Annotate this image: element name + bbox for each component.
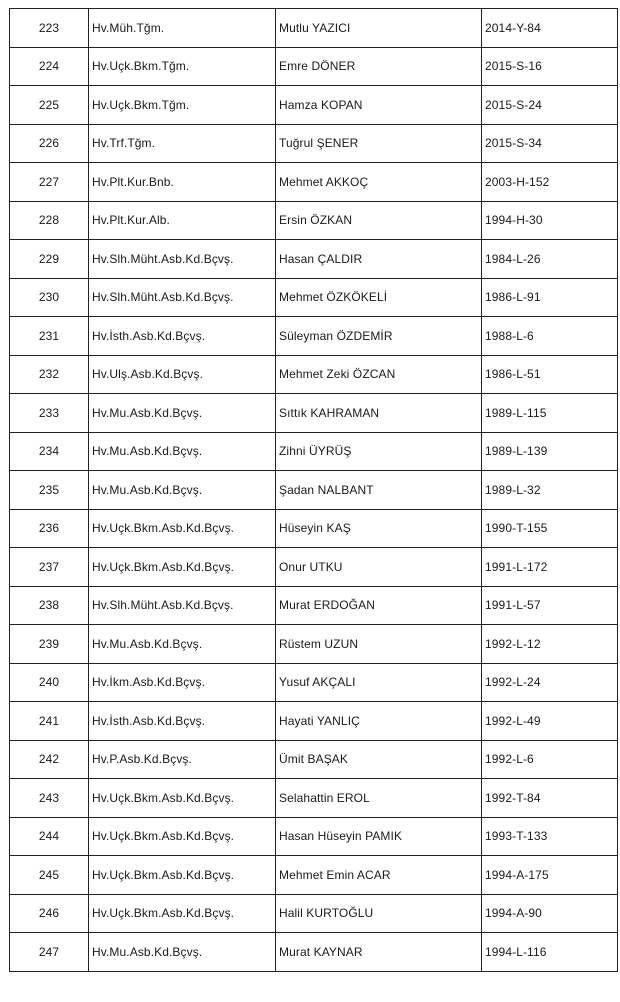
table-row — [10, 278, 618, 317]
row-number-cell: 224 — [10, 47, 89, 86]
registry-number-cell: 1989-L-139 — [482, 432, 618, 471]
rank-cell: Hv.Slh.Müht.Asb.Kd.Bçvş. — [89, 278, 276, 317]
personnel-table-body — [10, 9, 618, 972]
person-name-cell: Mutlu YAZICI — [276, 9, 482, 48]
document-page — [9, 8, 611, 972]
person-name-cell: Hasan Hüseyin PAMIK — [276, 817, 482, 856]
row-number-cell: 247 — [10, 933, 89, 972]
row-number-cell: 242 — [10, 740, 89, 779]
row-number-cell: 227 — [10, 163, 89, 202]
table-row — [10, 548, 618, 587]
registry-number-cell: 1992-L-24 — [482, 663, 618, 702]
rank-cell: Hv.Mu.Asb.Kd.Bçvş. — [89, 432, 276, 471]
registry-number-cell: 1986-L-51 — [482, 355, 618, 394]
registry-number-cell: 1992-T-84 — [482, 779, 618, 818]
table-row — [10, 702, 618, 741]
person-name-cell: Süleyman ÖZDEMİR — [276, 317, 482, 356]
table-row — [10, 86, 618, 125]
person-name-cell: Şadan NALBANT — [276, 471, 482, 510]
rank-cell: Hv.Uçk.Bkm.Asb.Kd.Bçvş. — [89, 894, 276, 933]
registry-number-cell: 1993-T-133 — [482, 817, 618, 856]
person-name-cell: Mehmet Zeki ÖZCAN — [276, 355, 482, 394]
table-row — [10, 856, 618, 895]
person-name-cell: Mehmet ÖZKÖKELİ — [276, 278, 482, 317]
table-row — [10, 817, 618, 856]
registry-number-cell: 2003-H-152 — [482, 163, 618, 202]
rank-cell: Hv.Plt.Kur.Bnb. — [89, 163, 276, 202]
rank-cell: Hv.P.Asb.Kd.Bçvş. — [89, 740, 276, 779]
row-number-cell: 240 — [10, 663, 89, 702]
row-number-cell: 239 — [10, 625, 89, 664]
table-row — [10, 471, 618, 510]
rank-cell: Hv.Uçk.Bkm.Asb.Kd.Bçvş. — [89, 856, 276, 895]
row-number-cell: 223 — [10, 9, 89, 48]
registry-number-cell: 1988-L-6 — [482, 317, 618, 356]
rank-cell: Hv.Ulş.Asb.Kd.Bçvş. — [89, 355, 276, 394]
registry-number-cell: 1992-L-12 — [482, 625, 618, 664]
row-number-cell: 244 — [10, 817, 89, 856]
row-number-cell: 235 — [10, 471, 89, 510]
person-name-cell: Selahattin EROL — [276, 779, 482, 818]
table-row — [10, 625, 618, 664]
row-number-cell: 238 — [10, 586, 89, 625]
table-row — [10, 240, 618, 279]
rank-cell: Hv.Mu.Asb.Kd.Bçvş. — [89, 394, 276, 433]
table-row — [10, 779, 618, 818]
row-number-cell: 234 — [10, 432, 89, 471]
person-name-cell: Hamza KOPAN — [276, 86, 482, 125]
person-name-cell: Hasan ÇALDIR — [276, 240, 482, 279]
registry-number-cell: 1990-T-155 — [482, 509, 618, 548]
rank-cell: Hv.Uçk.Bkm.Tğm. — [89, 86, 276, 125]
table-row — [10, 740, 618, 779]
table-row — [10, 201, 618, 240]
person-name-cell: Mehmet AKKOÇ — [276, 163, 482, 202]
table-row — [10, 355, 618, 394]
rank-cell: Hv.Trf.Tğm. — [89, 124, 276, 163]
person-name-cell: Zihni ÜYRÜŞ — [276, 432, 482, 471]
table-row — [10, 47, 618, 86]
registry-number-cell: 1994-L-116 — [482, 933, 618, 972]
rank-cell: Hv.İsth.Asb.Kd.Bçvş. — [89, 317, 276, 356]
rank-cell: Hv.Slh.Müht.Asb.Kd.Bçvş. — [89, 240, 276, 279]
person-name-cell: Halil KURTOĞLU — [276, 894, 482, 933]
row-number-cell: 237 — [10, 548, 89, 587]
table-row — [10, 586, 618, 625]
registry-number-cell: 1994-A-90 — [482, 894, 618, 933]
row-number-cell: 228 — [10, 201, 89, 240]
table-row — [10, 163, 618, 202]
person-name-cell: Ümit BAŞAK — [276, 740, 482, 779]
registry-number-cell: 1991-L-57 — [482, 586, 618, 625]
rank-cell: Hv.Plt.Kur.Alb. — [89, 201, 276, 240]
table-row — [10, 432, 618, 471]
registry-number-cell: 1989-L-115 — [482, 394, 618, 433]
table-row — [10, 317, 618, 356]
table-row — [10, 124, 618, 163]
rank-cell: Hv.İsth.Asb.Kd.Bçvş. — [89, 702, 276, 741]
person-name-cell: Yusuf AKÇALI — [276, 663, 482, 702]
person-name-cell: Tuğrul ŞENER — [276, 124, 482, 163]
table-row — [10, 394, 618, 433]
table-row — [10, 933, 618, 972]
row-number-cell: 232 — [10, 355, 89, 394]
registry-number-cell: 1984-L-26 — [482, 240, 618, 279]
table-row — [10, 894, 618, 933]
registry-number-cell: 1992-L-49 — [482, 702, 618, 741]
registry-number-cell: 2015-S-34 — [482, 124, 618, 163]
table-row — [10, 663, 618, 702]
rank-cell: Hv.Müh.Tğm. — [89, 9, 276, 48]
row-number-cell: 245 — [10, 856, 89, 895]
rank-cell: Hv.Uçk.Bkm.Asb.Kd.Bçvş. — [89, 509, 276, 548]
row-number-cell: 236 — [10, 509, 89, 548]
person-name-cell: Rüstem UZUN — [276, 625, 482, 664]
registry-number-cell: 1991-L-172 — [482, 548, 618, 587]
person-name-cell: Mehmet Emin ACAR — [276, 856, 482, 895]
registry-number-cell: 1992-L-6 — [482, 740, 618, 779]
rank-cell: Hv.İkm.Asb.Kd.Bçvş. — [89, 663, 276, 702]
person-name-cell: Emre DÖNER — [276, 47, 482, 86]
rank-cell: Hv.Uçk.Bkm.Asb.Kd.Bçvş. — [89, 817, 276, 856]
row-number-cell: 230 — [10, 278, 89, 317]
person-name-cell: Hüseyin KAŞ — [276, 509, 482, 548]
registry-number-cell: 2015-S-24 — [482, 86, 618, 125]
rank-cell: Hv.Mu.Asb.Kd.Bçvş. — [89, 471, 276, 510]
rank-cell: Hv.Mu.Asb.Kd.Bçvş. — [89, 625, 276, 664]
person-name-cell: Murat KAYNAR — [276, 933, 482, 972]
row-number-cell: 241 — [10, 702, 89, 741]
registry-number-cell: 1989-L-32 — [482, 471, 618, 510]
personnel-table — [9, 8, 618, 972]
registry-number-cell: 2014-Y-84 — [482, 9, 618, 48]
person-name-cell: Hayati YANLIÇ — [276, 702, 482, 741]
row-number-cell: 246 — [10, 894, 89, 933]
table-row — [10, 9, 618, 48]
row-number-cell: 243 — [10, 779, 89, 818]
row-number-cell: 229 — [10, 240, 89, 279]
row-number-cell: 233 — [10, 394, 89, 433]
row-number-cell: 225 — [10, 86, 89, 125]
person-name-cell: Sıttık KAHRAMAN — [276, 394, 482, 433]
table-row — [10, 509, 618, 548]
rank-cell: Hv.Uçk.Bkm.Asb.Kd.Bçvş. — [89, 779, 276, 818]
registry-number-cell: 1994-A-175 — [482, 856, 618, 895]
registry-number-cell: 1986-L-91 — [482, 278, 618, 317]
person-name-cell: Murat ERDOĞAN — [276, 586, 482, 625]
rank-cell: Hv.Uçk.Bkm.Asb.Kd.Bçvş. — [89, 548, 276, 587]
rank-cell: Hv.Uçk.Bkm.Tğm. — [89, 47, 276, 86]
person-name-cell: Onur UTKU — [276, 548, 482, 587]
rank-cell: Hv.Mu.Asb.Kd.Bçvş. — [89, 933, 276, 972]
person-name-cell: Ersin ÖZKAN — [276, 201, 482, 240]
rank-cell: Hv.Slh.Müht.Asb.Kd.Bçvş. — [89, 586, 276, 625]
registry-number-cell: 1994-H-30 — [482, 201, 618, 240]
row-number-cell: 226 — [10, 124, 89, 163]
registry-number-cell: 2015-S-16 — [482, 47, 618, 86]
row-number-cell: 231 — [10, 317, 89, 356]
